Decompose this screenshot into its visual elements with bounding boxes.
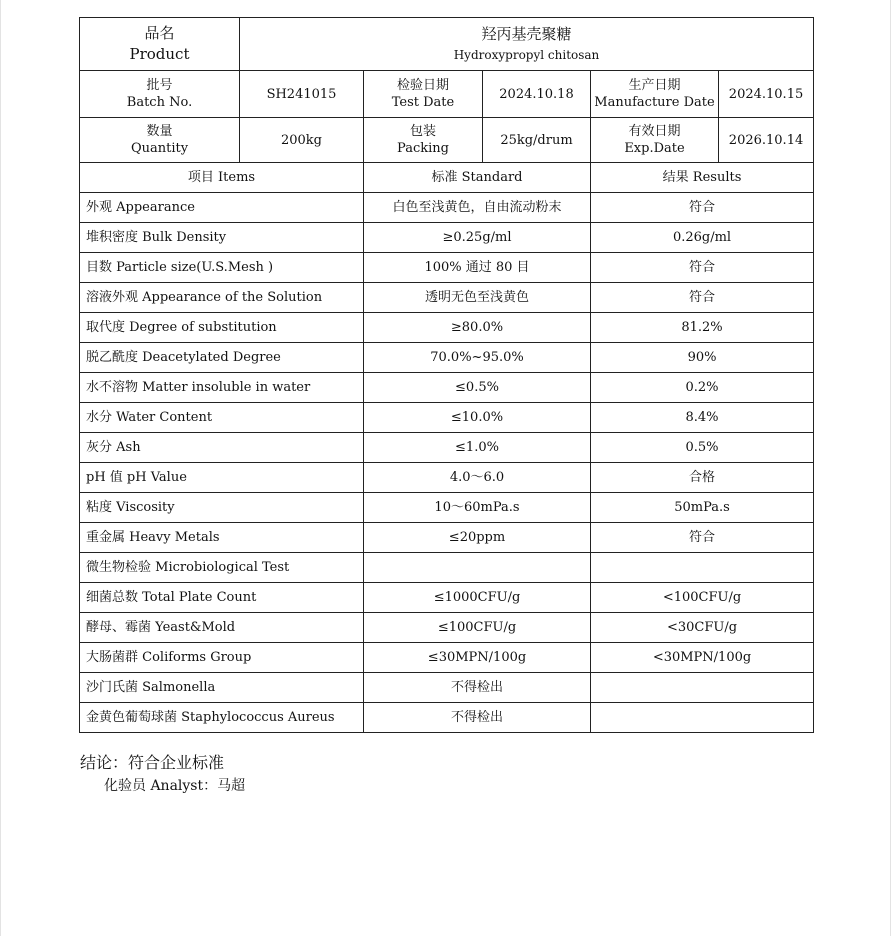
- exp-date-value: 2026.10.14: [719, 118, 814, 163]
- exp-date-label-cn: 有效日期: [628, 124, 681, 139]
- item-cell: 酵母、霉菌 Yeast&Mold: [80, 613, 364, 643]
- item-cell: 目数 Particle size(U.S.Mesh ): [80, 253, 364, 283]
- quantity-label-en: Quantity: [130, 141, 189, 156]
- product-label-cn: 品名: [144, 24, 175, 42]
- product-name-en: Hydroxypropyl chitosan: [453, 48, 600, 62]
- item-cell: 水分 Water Content: [80, 403, 364, 433]
- result-cell: 符合: [591, 283, 814, 313]
- result-cell: 81.2%: [591, 313, 814, 343]
- packing-label-cn: 包装: [409, 124, 436, 139]
- test-date-label-en: Test Date: [391, 95, 455, 110]
- result-cell: 0.2%: [591, 373, 814, 403]
- result-cell: [591, 553, 814, 583]
- quantity-value: 200kg: [240, 118, 364, 163]
- batch-value: SH241015: [240, 71, 364, 118]
- batch-label-cn: 批号: [146, 78, 173, 93]
- standard-cell: ≥0.25g/ml: [364, 223, 591, 253]
- result-cell: 90%: [591, 343, 814, 373]
- quantity-label-cell: [80, 118, 240, 163]
- item-cell: 沙门氏菌 Salmonella: [80, 673, 364, 703]
- result-cell: <30MPN/100g: [591, 643, 814, 673]
- coa-table-body: [80, 18, 814, 733]
- column-header-results: 结果 Results: [591, 163, 814, 193]
- table-row: [80, 643, 814, 673]
- item-cell: 溶液外观 Appearance of the Solution: [80, 283, 364, 313]
- test-date-label-cn: 检验日期: [396, 78, 449, 93]
- batch-row: [80, 71, 814, 118]
- standard-cell: 透明无色至浅黄色: [364, 283, 591, 313]
- packing-label-cell: [364, 118, 483, 163]
- result-cell: <30CFU/g: [591, 613, 814, 643]
- table-row: [80, 313, 814, 343]
- item-cell: pH 值 pH Value: [80, 463, 364, 493]
- product-row: [80, 18, 814, 71]
- standard-cell: ≤100CFU/g: [364, 613, 591, 643]
- standard-cell: ≤1000CFU/g: [364, 583, 591, 613]
- result-cell: 0.26g/ml: [591, 223, 814, 253]
- standard-cell: 不得检出: [364, 673, 591, 703]
- product-label-en: Product: [129, 45, 190, 63]
- item-cell: 取代度 Degree of substitution: [80, 313, 364, 343]
- result-cell: 50mPa.s: [591, 493, 814, 523]
- table-row: [80, 193, 814, 223]
- manufacture-date-label-cn: 生产日期: [628, 78, 681, 93]
- column-header-items: 项目 Items: [80, 163, 364, 193]
- analyst-signature-line: 化验员 Analyst：马超: [104, 778, 246, 794]
- item-cell: 外观 Appearance: [80, 193, 364, 223]
- test-date-label-cell: [364, 71, 483, 118]
- table-row: [80, 703, 814, 733]
- table-row: [80, 493, 814, 523]
- table-row: [80, 373, 814, 403]
- product-label-cell: [80, 18, 240, 71]
- column-header-standard: 标准 Standard: [364, 163, 591, 193]
- result-cell: <100CFU/g: [591, 583, 814, 613]
- table-row: [80, 433, 814, 463]
- table-row: [80, 253, 814, 283]
- manufacture-date-label-cell: [591, 71, 719, 118]
- manufacture-date-value: 2024.10.15: [719, 71, 814, 118]
- standard-cell: ≤30MPN/100g: [364, 643, 591, 673]
- result-cell: 合格: [591, 463, 814, 493]
- quantity-row: [80, 118, 814, 163]
- table-row: [80, 343, 814, 373]
- manufacture-date-label-en: Manufacture Date: [594, 95, 715, 110]
- table-row: [80, 523, 814, 553]
- item-cell: 微生物检验 Microbiological Test: [80, 553, 364, 583]
- item-cell: 金黄色葡萄球菌 Staphylococcus Aureus: [80, 703, 364, 733]
- result-cell: 符合: [591, 523, 814, 553]
- table-row: [80, 583, 814, 613]
- item-cell: 堆积密度 Bulk Density: [80, 223, 364, 253]
- batch-label-en: Batch No.: [126, 95, 193, 110]
- result-cell: 符合: [591, 253, 814, 283]
- item-cell: 脱乙酰度 Deacetylated Degree: [80, 343, 364, 373]
- standard-cell: ≤0.5%: [364, 373, 591, 403]
- table-row: [80, 403, 814, 433]
- table-row: [80, 463, 814, 493]
- result-cell: 8.4%: [591, 403, 814, 433]
- result-cell: [591, 703, 814, 733]
- item-cell: 大肠菌群 Coliforms Group: [80, 643, 364, 673]
- exp-date-label-cell: [591, 118, 719, 163]
- standard-cell: ≤1.0%: [364, 433, 591, 463]
- column-header-row: [80, 163, 814, 193]
- item-cell: 细菌总数 Total Plate Count: [80, 583, 364, 613]
- table-row: [80, 613, 814, 643]
- table-row: [80, 223, 814, 253]
- item-cell: 水不溶物 Matter insoluble in water: [80, 373, 364, 403]
- test-date-value: 2024.10.18: [483, 71, 591, 118]
- batch-label-cell: [80, 71, 240, 118]
- standard-cell: 10～60mPa.s: [364, 493, 591, 523]
- result-cell: 0.5%: [591, 433, 814, 463]
- table-row: [80, 553, 814, 583]
- packing-label-en: Packing: [397, 141, 449, 156]
- standard-cell: 不得检出: [364, 703, 591, 733]
- result-cell: [591, 673, 814, 703]
- exp-date-label-en: Exp.Date: [624, 141, 685, 156]
- standard-cell: ≤20ppm: [364, 523, 591, 553]
- standard-cell: [364, 553, 591, 583]
- item-cell: 重金属 Heavy Metals: [80, 523, 364, 553]
- product-name-cn: 羟丙基壳聚糖: [481, 25, 572, 43]
- product-name-cell: [240, 18, 814, 71]
- table-row: [80, 673, 814, 703]
- standard-cell: ≤10.0%: [364, 403, 591, 433]
- packing-value: 25kg/drum: [483, 118, 591, 163]
- table-row: [80, 283, 814, 313]
- standard-cell: ≥80.0%: [364, 313, 591, 343]
- item-cell: 粘度 Viscosity: [80, 493, 364, 523]
- standard-cell: 4.0～6.0: [364, 463, 591, 493]
- quantity-label-cn: 数量: [146, 124, 173, 139]
- result-cell: 符合: [591, 193, 814, 223]
- standard-cell: 70.0%~95.0%: [364, 343, 591, 373]
- item-cell: 灰分 Ash: [80, 433, 364, 463]
- conclusion-text: 结论：符合企业标准: [80, 753, 225, 772]
- certificate-of-analysis-table: [79, 17, 814, 733]
- standard-cell: 白色至浅黄色，自由流动粉末: [364, 193, 591, 223]
- standard-cell: 100% 通过 80 目: [364, 253, 591, 283]
